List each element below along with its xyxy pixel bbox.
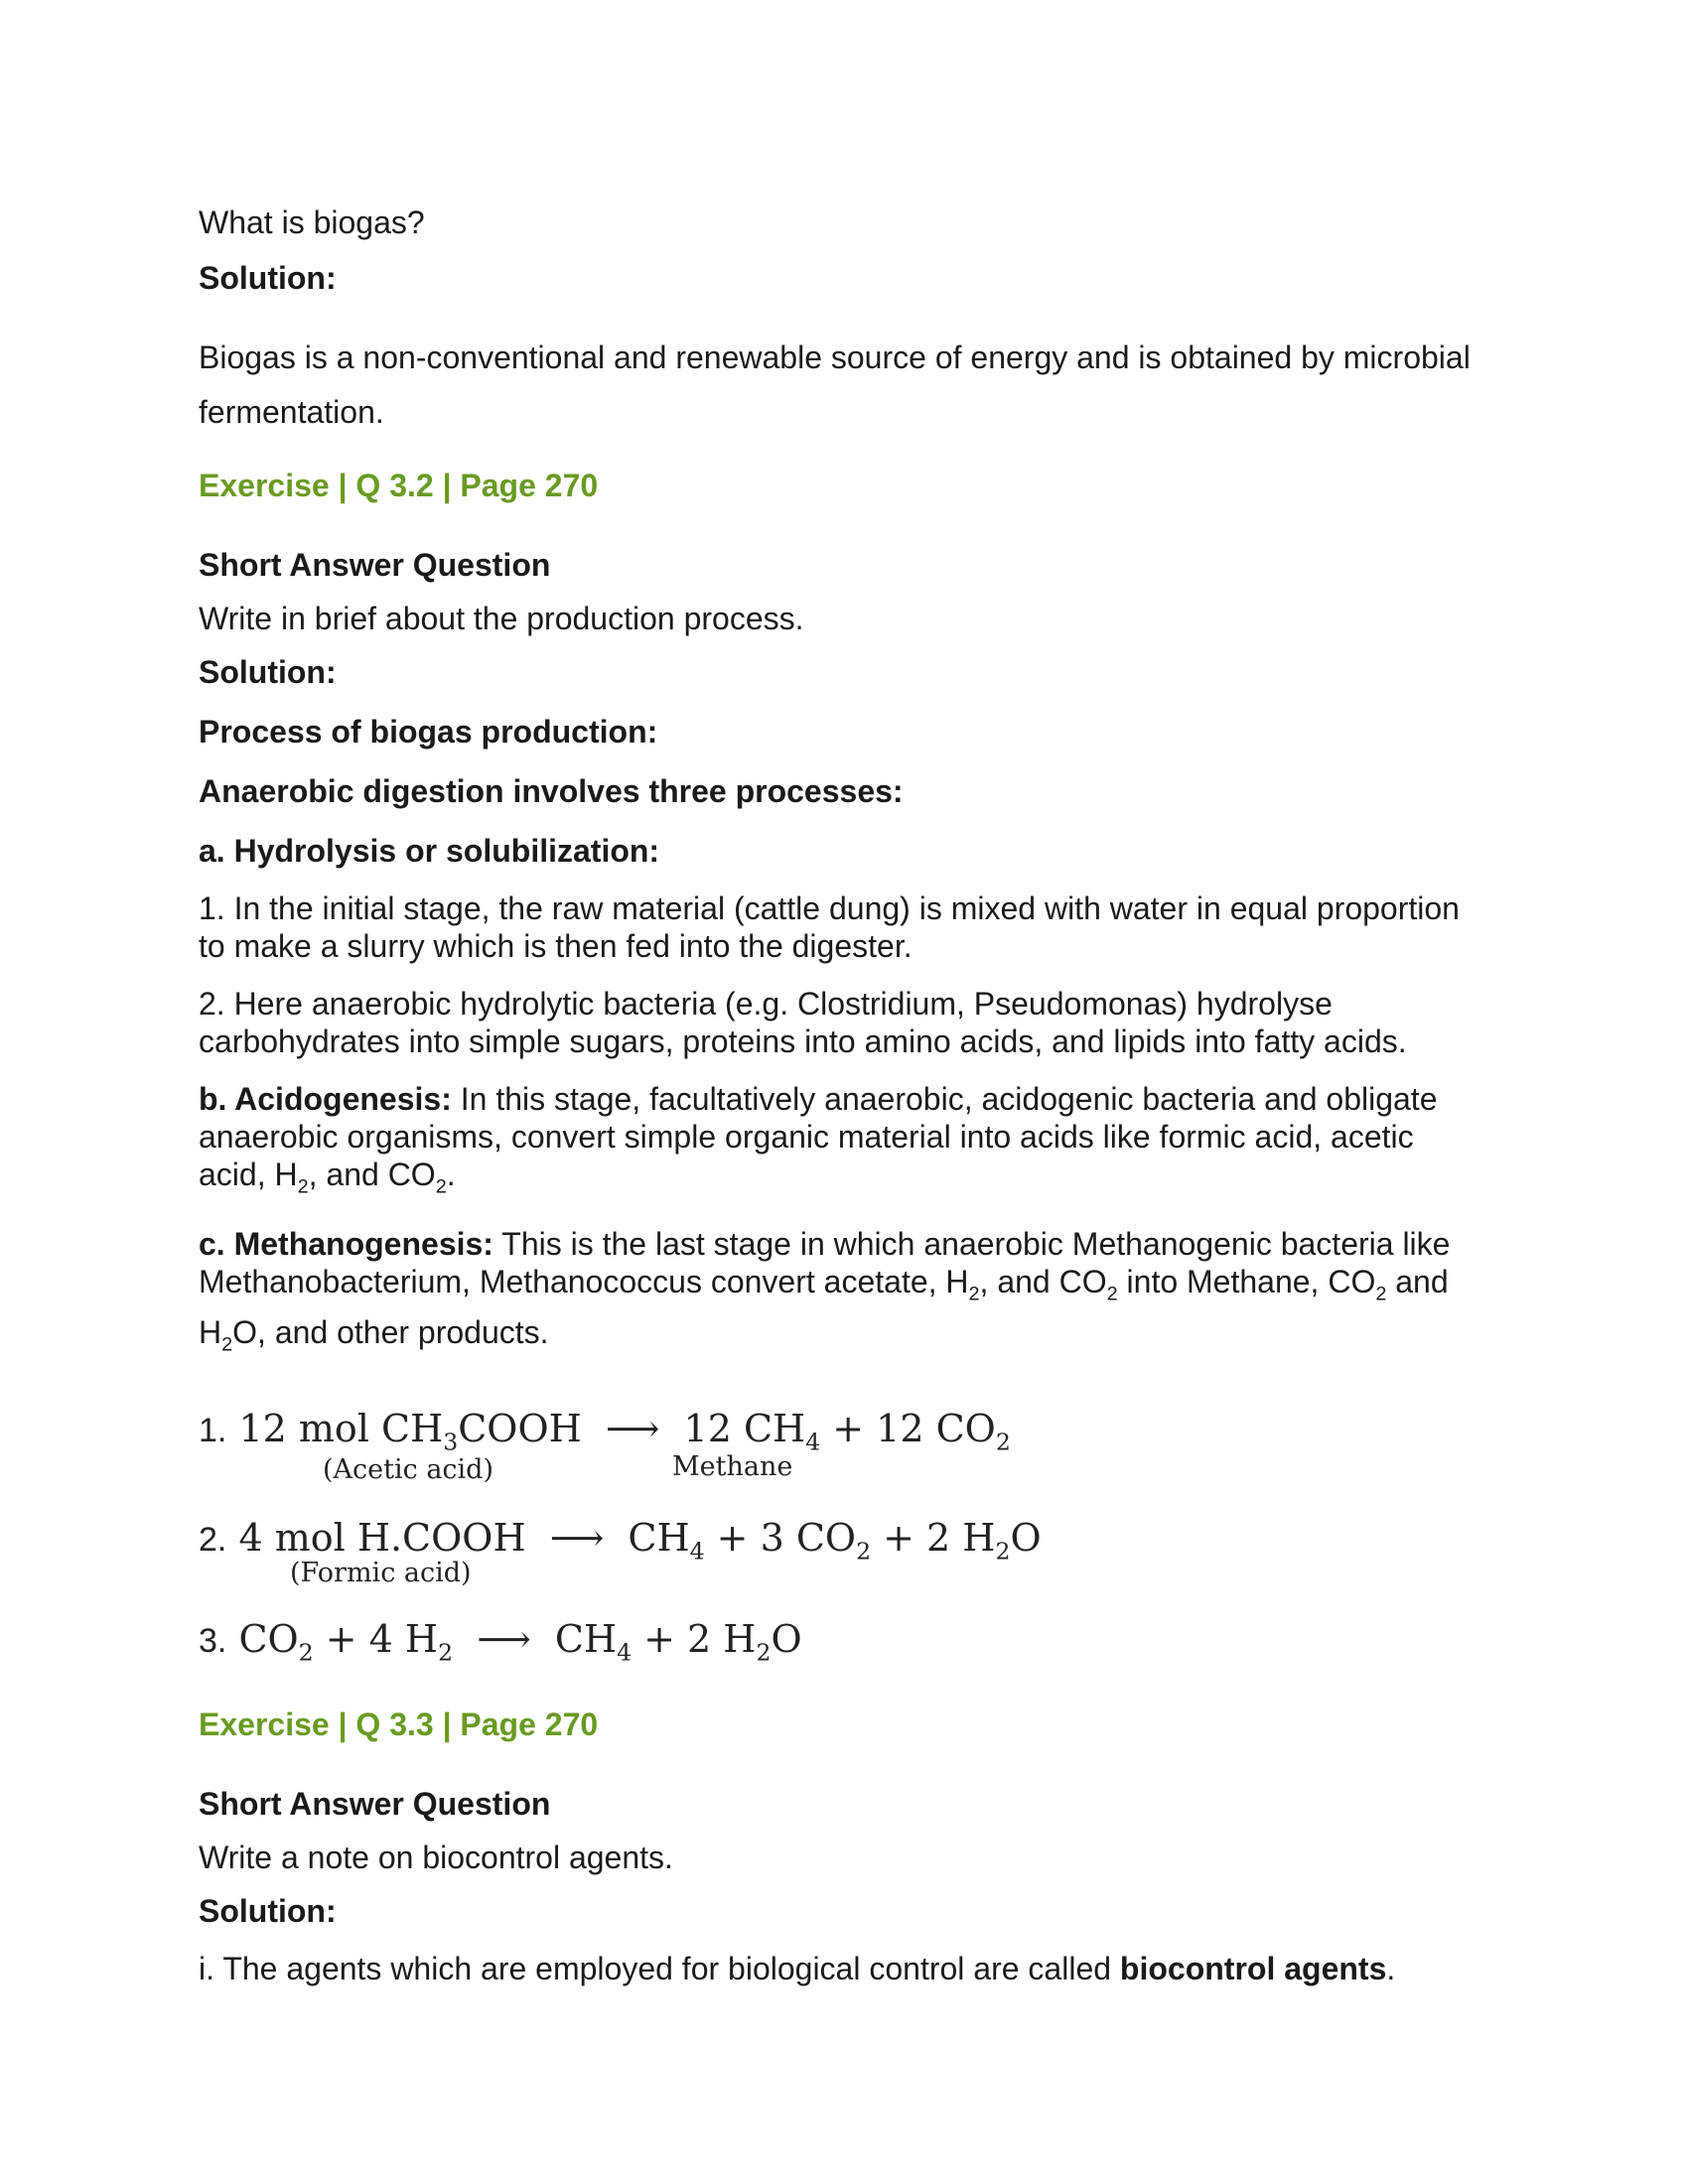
subscript: 2 — [221, 1333, 233, 1356]
subscript: 2 — [1106, 1283, 1118, 1305]
question-biocontrol: Write a note on biocontrol agents. — [199, 1840, 673, 1876]
acidogenesis-text: , and CO — [308, 1157, 436, 1192]
acidogenesis-text: In this stage, facultatively anaerobic, acidogenic bacteria and obligate anaerobic organisms, convert simple organic material into acids like formic acid, acetic acid, H — [199, 1081, 1438, 1192]
exercise-heading-3-2: Exercise | Q 3.2 | Page 270 — [199, 468, 599, 503]
point-i-end: . — [1386, 1951, 1396, 1987]
point-i — [199, 1950, 1489, 1987]
methanogenesis-text: into Methane, CO — [1117, 1264, 1376, 1300]
point-i-text: i. The agents which are employed for biological control are called — [199, 1951, 1120, 1987]
exercise-heading-3-3: Exercise | Q 3.3 | Page 270 — [199, 1706, 599, 1743]
methanogenesis-text: O, and other products. — [232, 1313, 549, 1350]
acidogenesis-paragraph — [199, 1080, 1489, 1205]
methanogenesis-label: c. Methanogenesis: — [199, 1226, 493, 1263]
answer-biogas: Biogas is a non-conventional and renewable source of energy and is obtained by microbial fermentation. — [199, 340, 1471, 430]
solution-label: Solution: — [199, 1893, 337, 1930]
subscript: 2 — [1375, 1283, 1387, 1305]
acidogenesis-label: b. Acidogenesis: — [199, 1081, 452, 1117]
solution-label: Solution: — [199, 654, 337, 690]
heading-hydrolysis: a. Hydrolysis or solubilization: — [199, 833, 660, 869]
equation-number: 2. — [199, 1521, 227, 1560]
question-type: Short Answer Question — [199, 547, 551, 583]
acidogenesis-text: . — [446, 1157, 456, 1192]
question-type: Short Answer Question — [199, 1786, 551, 1823]
point-i-bold: biocontrol agents — [1119, 1951, 1387, 1987]
equation-2 — [199, 1516, 1489, 1617]
equation-3 — [199, 1617, 1489, 1706]
equation-1 — [199, 1407, 1489, 1516]
methanogenesis-text: and H — [199, 1264, 1449, 1350]
equation-number: 3. — [199, 1622, 227, 1661]
question-production: Write in brief about the production process. — [199, 601, 804, 636]
point-1: 1. In the initial stage, the raw material (cattle dung) is mixed with water in equal proportion to make a slurry which is then fed into the digester. — [199, 890, 1460, 964]
methanogenesis-text: This is the last stage in which anaerobic Methanogenic bacteria like Methanobacterium, Methanococcus convert acetate, H — [199, 1226, 1451, 1300]
heading-anaerobic: Anaerobic digestion involves three processes: — [199, 773, 904, 809]
question-biogas: What is biogas? — [199, 205, 425, 240]
solution-label: Solution: — [199, 260, 337, 296]
methanogenesis-paragraph — [199, 1225, 1489, 1363]
subscript: 2 — [968, 1283, 980, 1305]
equation-2-formula: 2. 4 mol H.COOH ⟶ $CH_4 + 3$ $CO_2 + 2$ $H_2O$ — [199, 1516, 1042, 1566]
equation-number: 1. — [199, 1412, 227, 1450]
subscript: 2 — [435, 1175, 447, 1198]
label-acetic-acid: (Acetic acid) — [323, 1454, 493, 1486]
equation-1-formula: 1. 12 mol $CH_3COOH$ ⟶ 12 $CH_4 + 12$ $CO_2$ — [199, 1407, 1011, 1456]
label-methane: Methane — [672, 1451, 793, 1483]
heading-process: Process of biogas production: — [199, 714, 658, 750]
label-formic-acid: (Formic acid) — [290, 1558, 472, 1589]
methanogenesis-text: , and CO — [979, 1264, 1107, 1300]
document-page — [199, 204, 1489, 1987]
subscript: 2 — [297, 1175, 309, 1198]
point-2: 2. Here anaerobic hydrolytic bacteria (e.g. Clostridium, Pseudomonas) hydrolyse carbohydrates into simple sugars, proteins into amino acids, and lipids into fatty acids. — [199, 986, 1407, 1059]
equation-3-formula: 3. $CO_2 + 4$ $H_2$ ⟶ $CH_4 + 2$ $H_2O$ — [199, 1617, 802, 1667]
